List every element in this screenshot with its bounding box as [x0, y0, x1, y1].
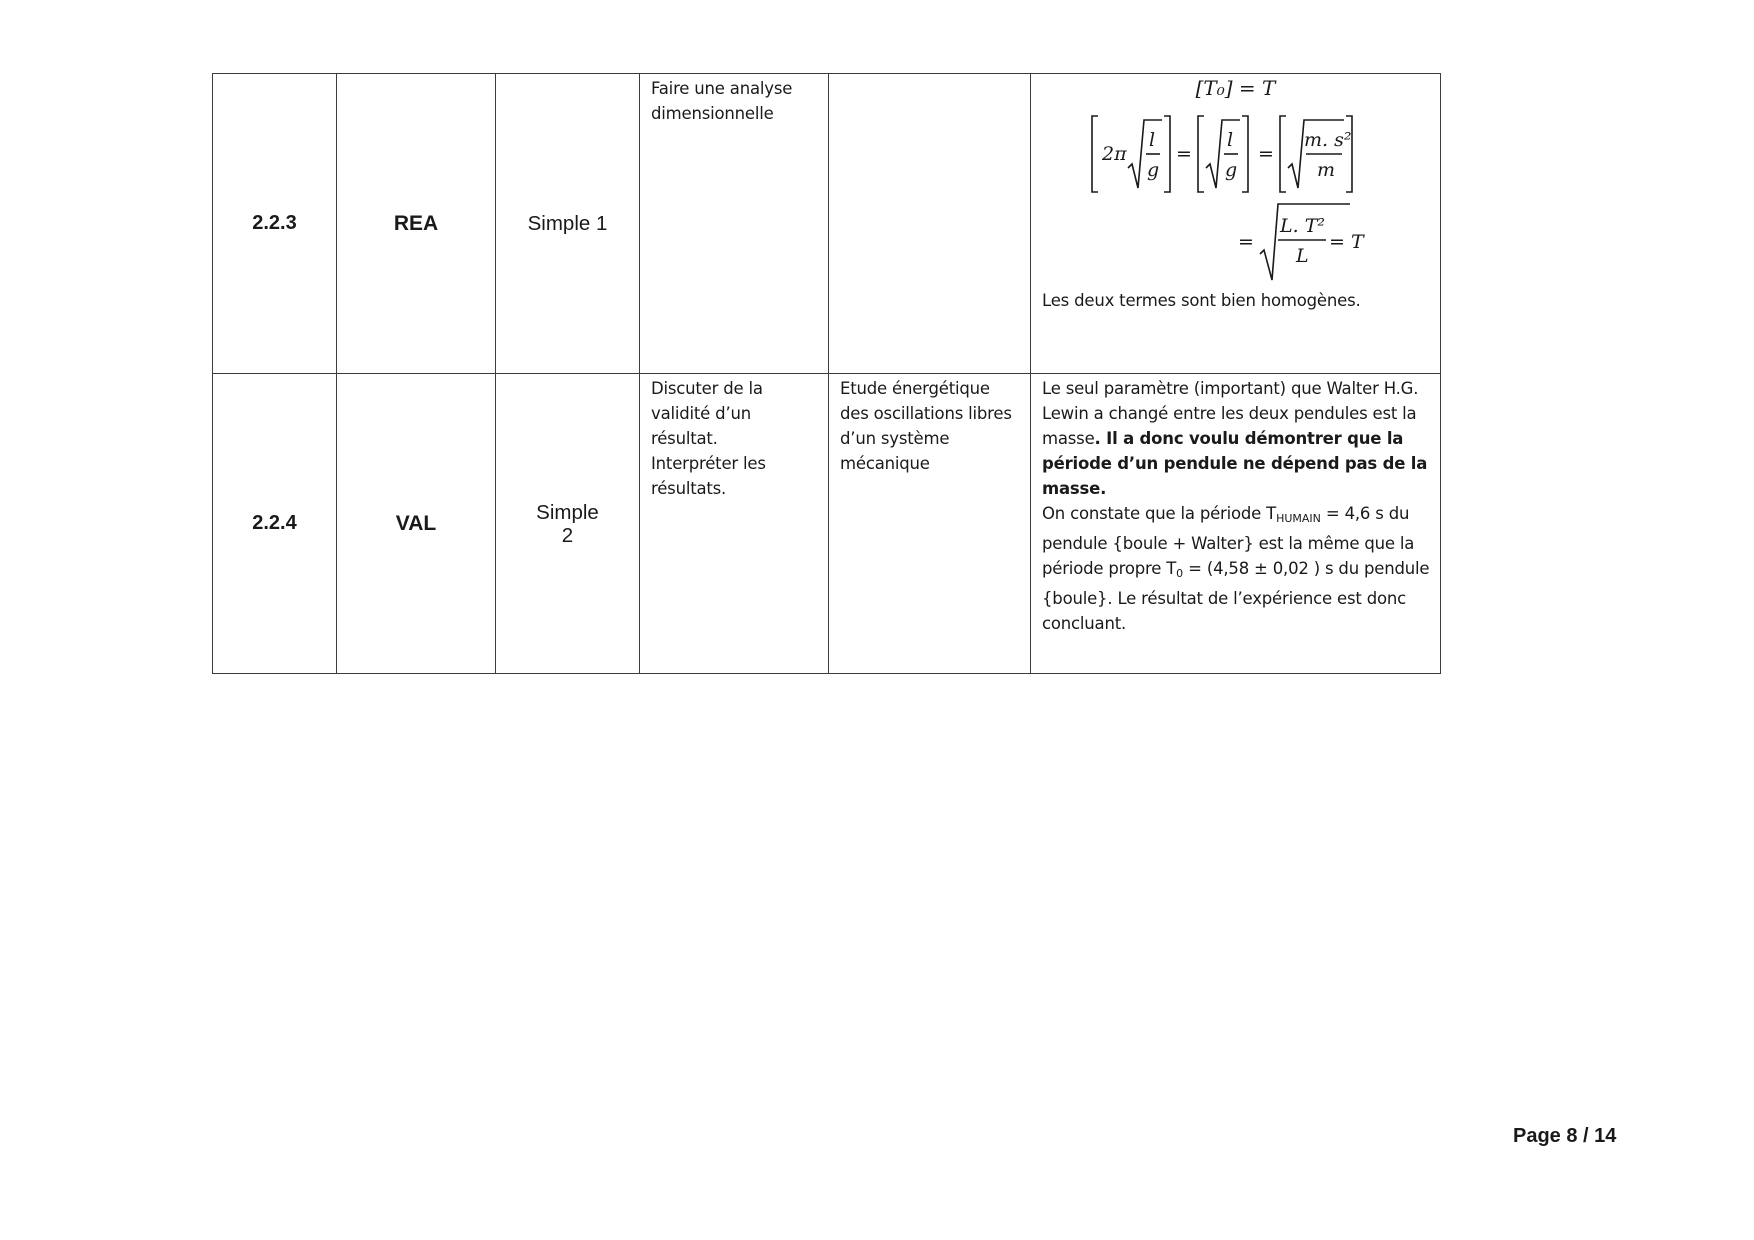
formula-m: m [1317, 159, 1336, 181]
capacity-cell [640, 74, 829, 374]
level-cell [496, 374, 640, 674]
answer-emphasis: . Il a donc voulu démontrer que la période d’un pendule ne dépend pas de la masse. [1042, 429, 1428, 498]
capacity-line: résultat. [651, 429, 718, 448]
competence-cell [337, 374, 496, 674]
capacity-line: Interpréter les [651, 454, 766, 473]
question-number-cell [213, 374, 337, 674]
formula-g-2: g [1225, 159, 1238, 181]
formula-g: g [1147, 159, 1160, 181]
capacity-text: Faire une analyse dimensionnelle [651, 79, 793, 123]
formula-equals-3: = [1238, 231, 1254, 253]
capacity-line: résultats. [651, 479, 727, 498]
formula-equals-1: = [1176, 143, 1192, 165]
answer-cell [1031, 374, 1441, 674]
capacity-cell [640, 374, 829, 674]
formula-equals-2: = [1258, 143, 1274, 165]
knowledge-text [829, 74, 1030, 76]
competence: REA [393, 211, 439, 235]
knowledge-cell [829, 74, 1031, 374]
knowledge-line: des oscillations libres [840, 404, 1012, 423]
level: Simple 1 [527, 212, 608, 235]
answer-text: = (4,58 ± 0,02 ) s du pendule {boule}. Le résultat de l’expérience est donc concluant. [1042, 559, 1430, 633]
level-cell [496, 74, 640, 374]
formula-L: L [1296, 245, 1309, 267]
dimensional-formula [1088, 106, 1408, 286]
subscript-zero: 0 [1176, 567, 1184, 580]
formula-line-1: [T₀] = T [1195, 76, 1276, 100]
conclusion-text: Les deux termes sont bien homogènes. [1042, 291, 1361, 310]
table-row [213, 374, 1441, 674]
knowledge-line: mécanique [840, 454, 930, 473]
capacity-line: Discuter de la [651, 379, 763, 398]
page-number: Page 8 / 14 [1513, 1125, 1617, 1147]
knowledge-text [829, 374, 1030, 476]
knowledge-line: Etude énergétique [840, 379, 990, 398]
answer-text: On constate que la période T [1042, 504, 1277, 523]
competence-cell [337, 74, 496, 374]
knowledge-line: d’un système [840, 429, 950, 448]
question-number: 2.2.3 [252, 212, 297, 234]
table-row [213, 74, 1441, 374]
answer-paragraph-2 [1031, 501, 1440, 636]
level-line-1: Simple [536, 500, 599, 524]
formula-2pi: 2π [1102, 143, 1127, 165]
capacity-text [640, 374, 828, 501]
subscript-humain: HUMAIN [1276, 512, 1321, 525]
answer-paragraph-1 [1031, 374, 1440, 501]
formula-ms2: m. s² [1304, 129, 1352, 151]
question-number: 2.2.4 [252, 512, 297, 534]
formula-l-2: l [1227, 129, 1234, 151]
answer-cell [1031, 74, 1441, 374]
formula-LT2: L. T² [1280, 215, 1325, 237]
answer-text: Le seul paramètre (important) que Walter H.G. Lewin a changé entre les deux pendules est la masse [1042, 379, 1419, 448]
level-line-2: 2 [561, 523, 574, 547]
correction-table [212, 73, 1441, 674]
answer-text: = 4,6 s du pendule {boule + Walter} est la même que la période propre T [1042, 504, 1415, 578]
correction-table-wrapper [212, 73, 1441, 674]
capacity-line: validité d’un [651, 404, 752, 423]
formula-eqT: = T [1329, 231, 1364, 253]
question-number-cell [213, 74, 337, 374]
competence: VAL [395, 511, 437, 535]
formula-l: l [1149, 129, 1156, 151]
knowledge-cell [829, 374, 1031, 674]
